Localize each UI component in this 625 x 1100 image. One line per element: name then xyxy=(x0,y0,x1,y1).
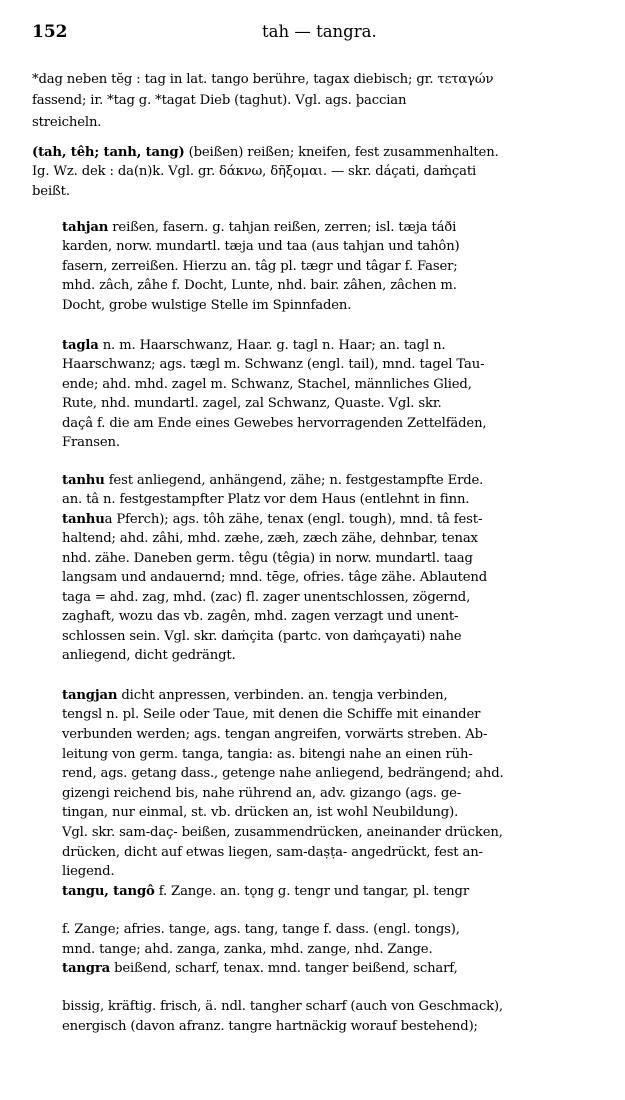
text-line: zaghaft, wozu das vb. zagên, mhd. zagen verzagt und unent- xyxy=(62,609,459,624)
text-line: tengsl n. pl. Seile oder Taue, mit denen die Schiffe mit einander xyxy=(62,707,481,722)
lemma: tanhu xyxy=(62,473,105,488)
text-line: bissig, kräftig. frisch, ä. ndl. tangher scharf (auch von Geschmack), xyxy=(62,999,503,1014)
text-line: tangu, tangô f. Zange. an. tǫng g. tengr und tangar, pl. tengr xyxy=(62,884,469,899)
text-line: gizengi reichend bis, nahe rührend an, adv. gizango (ags. ge- xyxy=(62,786,462,801)
text-line: daçâ f. die am Ende eines Gewebes hervorragenden Zettelfäden, xyxy=(62,416,487,431)
lemma: tanhu xyxy=(62,512,105,527)
text-line: verbunden werden; ags. tengan angreifen, vorwärts streben. Ab- xyxy=(62,727,488,742)
lemma: tahjan xyxy=(62,220,109,235)
text-line: karden, norw. mundartl. tæja und taa (aus tahjan und tahôn) xyxy=(62,239,460,254)
text-line: tangra beißend, scharf, tenax. mnd. tanger beißend, scharf, xyxy=(62,961,458,976)
text-line: tanhua Pferch); ags. tôh zähe, tenax (engl. tough), mnd. tâ fest- xyxy=(62,512,483,527)
page-number: 152 xyxy=(32,22,68,42)
running-head: tah — tangra. xyxy=(262,22,377,41)
text-line: tingan, nur einmal, st. vb. drücken an, ist wohl Neubildung). xyxy=(62,805,459,820)
lemma: (tah, têh; tanh, tang) xyxy=(32,145,185,160)
text-line: mhd. zâch, zâhe f. Docht, Lunte, nhd. bair. zâhen, zâchen m. xyxy=(62,278,457,293)
text-line: f. Zange; afries. tange, ags. tang, tange f. dass. (engl. tongs), xyxy=(62,922,460,937)
lemma: tangra xyxy=(62,961,111,976)
text-line: tangjan dicht anpressen, verbinden. an. tengja verbinden, xyxy=(62,688,448,703)
text-line: rend, ags. getang dass., getenge nahe anliegend, bedrängend; ahd. xyxy=(62,766,504,781)
text-line: leitung von germ. tanga, tangia: as. bitengi nahe an einen rüh- xyxy=(62,747,473,762)
text-line: tagla n. m. Haarschwanz, Haar. g. tagl n. Haar; an. tagl n. xyxy=(62,338,446,353)
text-line: energisch (davon afranz. tangre hartnäckig worauf bestehend); xyxy=(62,1019,478,1034)
text-line: Fransen. xyxy=(62,435,120,450)
text-line: Rute, nhd. mundartl. zagel, zal Schwanz, Quaste. Vgl. skr. xyxy=(62,396,442,411)
text-line: beißt. xyxy=(32,184,70,199)
lemma: tagla xyxy=(62,338,99,353)
text-line: tanhu fest anliegend, anhängend, zähe; n. festgestampfte Erde. xyxy=(62,473,484,488)
text-line: haltend; ahd. zâhi, mhd. zæhe, zæh, zæch zähe, dehnbar, tenax xyxy=(62,531,478,546)
text-line: ende; ahd. mhd. zagel m. Schwanz, Stachel, männliches Glied, xyxy=(62,377,472,392)
text-line: fassend; ir. *tag g. *tagat Dieb (taghut). Vgl. ags. þaccian xyxy=(32,93,407,108)
text-line: *dag neben tĕg : tag in lat. tango berühre, tagax diebisch; gr. τεταγών xyxy=(32,72,494,87)
page-header xyxy=(32,22,605,46)
text-line: drücken, dicht auf etwas liegen, sam-daṣṭa- angedrückt, fest an- xyxy=(62,845,483,860)
text-line: Haarschwanz; ags. tægl m. Schwanz (engl. tail), mnd. tagel Tau- xyxy=(62,357,485,372)
text-line: taga = ahd. zag, mhd. (zac) fl. zager unentschlossen, zögernd, xyxy=(62,590,471,605)
text-line: schlossen sein. Vgl. skr. daṁçita (partc. von daṁçayati) nahe xyxy=(62,629,462,644)
text-line: liegend. xyxy=(62,864,115,879)
text-line: langsam und andauernd; mnd. tēge, ofries. tâge zähe. Ablautend xyxy=(62,570,488,585)
text-line: mnd. tange; ahd. zanga, zanka, mhd. zange, nhd. Zange. xyxy=(62,942,433,957)
lemma: tangjan xyxy=(62,688,118,703)
text-line: streicheln. xyxy=(32,115,102,130)
text-line: an. tâ n. festgestampfter Platz vor dem Haus (entlehnt in finn. xyxy=(62,492,470,507)
text-line: (tah, têh; tanh, tang) (beißen) reißen; kneifen, fest zusammenhalten. xyxy=(32,145,499,160)
text-line: Vgl. skr. sam-daç- beißen, zusammendrücken, aneinander drücken, xyxy=(62,825,503,840)
text-line: Ig. Wz. dek : da(n)k. Vgl. gr. δάκνω, δῆξομαι. — skr. dáçati, daṁçati xyxy=(32,164,477,179)
text-line: tahjan reißen, fasern. g. tahjan reißen, zerren; isl. tæja táði xyxy=(62,220,457,235)
text-line: nhd. zähe. Daneben germ. têgu (têgia) in norw. mundartl. taag xyxy=(62,551,473,566)
text-line: Docht, grobe wulstige Stelle im Spinnfaden. xyxy=(62,298,352,313)
text-line: fasern, zerreißen. Hierzu an. tâg pl. tægr und tâgar f. Faser; xyxy=(62,259,458,274)
text-line: anliegend, dicht gedrängt. xyxy=(62,648,236,663)
lemma: tangu, tangô xyxy=(62,884,155,899)
